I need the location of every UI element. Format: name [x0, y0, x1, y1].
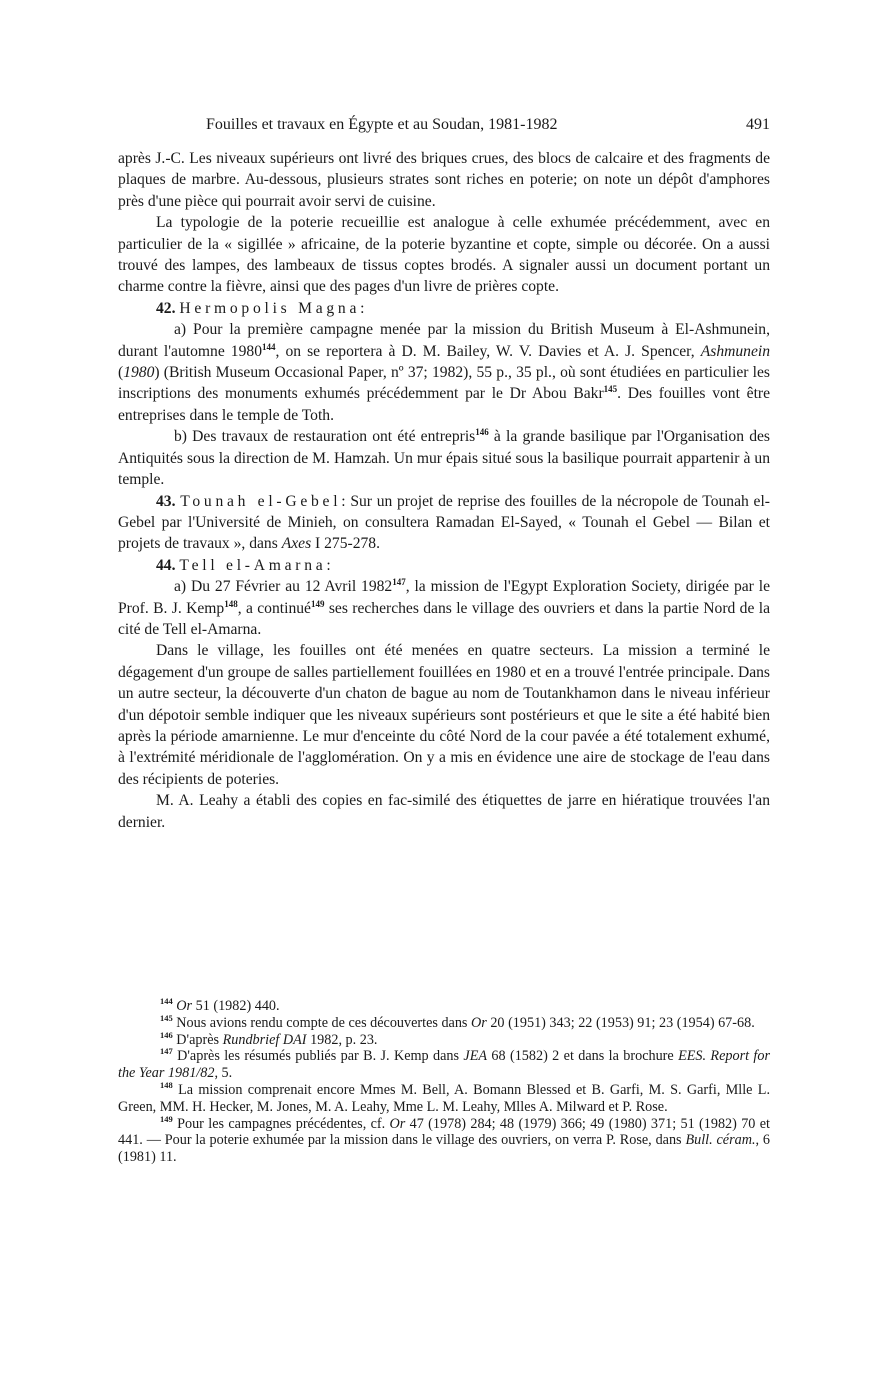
- footnote-149: $^{149}$ Pour les campagnes précédentes, cf. Or 47 (1978) 284; 48 (1979) 366; 49 (1980) 371; 51 (1982) 70 et 441. — Pour la poterie exhumée par la mission dans le village des ouvriers, on verra P. Rose, dans Bull. céram., 6 (1981) 11.: [118, 1113, 771, 1166]
- footnote-ref[interactable]: 144: [262, 341, 276, 352]
- main-text: [118, 148, 770, 833]
- section-heading-42: 42. Hermopolis Magna:: [156, 299, 365, 317]
- section-heading-44: 44. Tell el-Amarna:: [156, 556, 331, 574]
- footnote-145: $^{145}$ Nous avions rendu compte de ces découvertes dans Or 20 (1951) 343; 22 (1953) 91; 23 (1954) 67-68.: [160, 1012, 755, 1031]
- paragraph-44a: a) Du 27 Février au 12 Avril 1982$^{147}$, la mission de l'Egypt Exploration Society, dirigée par le Prof. B. J. Kemp$^{148}$, a continué$^{149}$ ses recherches dans le village des ouvriers et dans la partie Nord de la cité de Tell el-Amarna.: [118, 577, 771, 638]
- page-number: 491: [746, 116, 770, 133]
- footnote-148: $^{148}$ La mission comprenait encore Mmes M. Bell, A. Bomann Blessed et B. Garfi, M. S. Garfi, Mlle L. Green, MM. H. Hecker, M. Jones, M. A. Leahy, Mme L. M. Leahy, Mlles A. Milward et P. Rose.: [118, 1079, 770, 1115]
- footnote-ref[interactable]: 145: [603, 384, 618, 395]
- footnote-ref[interactable]: 146: [475, 427, 489, 438]
- footnote-146: $^{146}$ D'après Rundbrief DAI 1982, p. 23.: [160, 1029, 378, 1048]
- paragraph: La typologie de la poterie recueillie est analogue à celle exhumée précédemment, avec en particulier de la « sigillée » africaine, de la poterie byzantine et copte, simple ou décorée. On a aussi trouvé des lampes, des lambeaux de tissus coptes brodés. A signaler aussi un document portant un charme contre la fièvre, ainsi que des pages d'un livre de prières copte.: [118, 214, 770, 296]
- running-header: [118, 116, 770, 138]
- footnotes: [118, 998, 770, 1166]
- section-43: 43. Tounah el-Gebel: Sur un projet de reprise des fouilles de la nécropole de Tounah el-Gebel par l'Université de Minieh, on consultera Ramadan El-Sayed, « Tounah el Gebel — Bilan et projets de travaux », dans Axes I 275-278.: [118, 492, 770, 553]
- paragraph-42b: b) Des travaux de restauration ont été entrepris$^{146}$ à la grande basilique par l'Organisation des Antiquités sous la direction de M. Hamzah. Un mur épais situé sous la basilique pourrait appartenir à un temple.: [118, 427, 770, 489]
- paragraph: après J.-C. Les niveaux supérieurs ont livré des briques crues, des blocs de calcaire et des fragments de plaques de marbre. Au-dessous, plusieurs strates sont riches en poterie; on note un dépôt d'amphores près d'une pièce qui pourrait avoir servi de cuisine.: [118, 150, 770, 210]
- paragraph: Dans le village, les fouilles ont été menées en quatre secteurs. La mission a terminé le dégagement d'un groupe de salles partiellement fouillées en 1980 et en a trouvé l'entrée principale. Dans un autre secteur, la découverte d'un chaton de bague au nom de Toutankhamon dans le niveau inférieur d'un dépotoir semble indiquer que les niveaux supérieurs sont postérieurs et que le site a été habité bien après la période amarnienne. Le mur d'enceinte du côté Nord de la cour pavée a été totalement exhumé, à l'extrémité méridionale de l'agglomération. On y a mis en évidence une aire de stockage de l'eau dans des récipients de poteries.: [118, 642, 770, 788]
- site-name: Tounah el-Gebel: [180, 492, 342, 510]
- footnote-ref[interactable]: 147: [392, 577, 406, 588]
- footnote-ref[interactable]: 148: [224, 598, 238, 609]
- running-title: Fouilles et travaux en Égypte et au Soudan, 1981-1982: [206, 116, 558, 133]
- paragraph: M. A. Leahy a établi des copies en fac-similé des étiquettes de jarre en hiératique trouvées l'an dernier.: [118, 792, 770, 831]
- footnote-144: $^{144}$ Or 51 (1982) 440.: [160, 996, 280, 1014]
- footnote-ref[interactable]: 149: [310, 598, 325, 609]
- site-name: Hermopolis Magna: [179, 299, 361, 317]
- paragraph-42a: a) Pour la première campagne menée par la mission du British Museum à El-Ashmunein, durant l'automne 1980$^{144}$, on se reportera à D. M. Bailey, W. V. Davies et A. J. Spencer, Ashmunein (1980) (British Museum Occasional Paper, nº 37; 1982), 55 p., 35 pl., où sont étudiées en particulier les inscriptions des monuments exhumés précédemment par le Dr Abou Bakr$^{145}$. Des fouilles vont être entreprises dans le temple de Toth.: [118, 321, 771, 424]
- footnote-147: $^{147}$ D'après les résumés publiés par B. J. Kemp dans JEA 68 (1582) 2 et dans la brochure EES. Report for the Year 1981/82, 5.: [118, 1046, 770, 1082]
- site-name: Tell el-Amarna: [179, 556, 327, 574]
